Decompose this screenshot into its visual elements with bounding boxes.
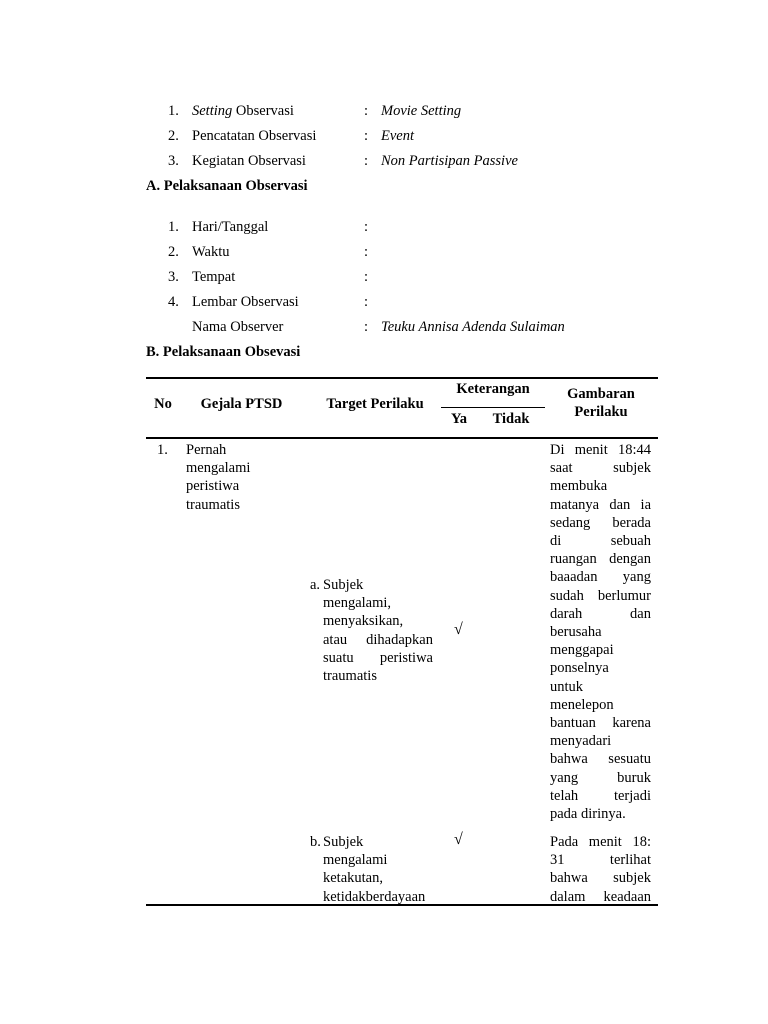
header-gambaran: Gambaran [567,386,635,402]
header-target: Target Perilaku [326,396,424,412]
gambaran-line: untuk [550,678,584,695]
list-number: 3. [168,269,179,285]
pelaksanaan-label: Hari/Tanggal [192,219,269,235]
observer-name: Teuku Annisa Adenda Sulaiman [381,319,565,335]
target-line: mengalami, [323,595,392,612]
gambaran-line: menelepon [550,696,614,713]
header-perilaku: Perilaku [574,404,628,420]
colon: : [364,244,369,260]
gambaran-a-cell [550,441,651,823]
target-line: menyaksikan, [323,613,404,630]
gejala-cell [186,441,296,514]
pelaksanaan-label: Nama Observer [192,319,284,335]
table-top-rule [146,377,658,379]
target-line: atau dihadapkan [323,631,433,648]
list-number: 2. [168,244,179,260]
header-no: No [154,396,172,412]
target-b-letter: b. [310,834,321,850]
list-number: 1. [168,103,179,119]
section-b-heading: B. Pelaksanaan Obsevasi [146,344,301,360]
gambaran-line: pada dirinya. [550,806,626,823]
gambaran-line: menyadari [550,733,612,750]
gambaran-line: 31 terlihat [550,852,651,869]
gambaran-line: berusaha [550,624,602,641]
setting-value: Movie Setting [381,103,462,119]
colon: : [364,153,369,169]
gambaran-line: sudah berlumur [550,587,651,604]
ya-checkmark: √ [454,621,463,638]
gambaran-line: darah dan [550,605,651,622]
header-ya: Ya [450,411,468,427]
colon: : [364,319,369,335]
gambaran-line: ponselnya [550,660,609,677]
target-line: ketidakberdayaan [323,888,426,905]
gejala-line: mengalami [186,460,251,477]
setting-value: Non Partisipan Passive [381,153,518,169]
target-line: traumatis [323,668,377,685]
target-b-cell [323,833,438,906]
header-keterangan: Keterangan [456,381,530,397]
gambaran-line: matanya dan ia [550,496,651,513]
setting-label [192,101,294,121]
ya-checkmark: √ [454,831,463,848]
setting-label: Pencatatan Observasi [192,128,317,144]
gambaran-line: bantuan karena [550,715,651,732]
target-a-letter: a. [310,577,321,593]
colon: : [364,219,369,235]
gambaran-line: membuka [550,478,608,495]
section-a-heading: A. Pelaksanaan Observasi [146,178,308,194]
list-number: 4. [168,294,179,310]
setting-label: Kegiatan Observasi [192,153,306,169]
gambaran-line: telah terjadi [550,787,651,804]
pelaksanaan-label: Waktu [192,244,230,260]
setting-value: Event [381,128,415,144]
gambaran-line: yang buruk [550,769,651,786]
gambaran-line: saat subjek [550,460,651,477]
pelaksanaan-label: Tempat [192,269,236,285]
gambaran-line: menggapai [550,642,614,659]
keterangan-rule [441,407,545,408]
gejala-line: traumatis [186,496,240,513]
list-number: 1. [168,219,179,235]
setting-label-rest: Observasi [232,103,294,119]
list-number: 2. [168,128,179,144]
gambaran-line: bahwa sesuatu [550,751,651,768]
gambaran-line: bahwa subjek [550,870,651,887]
target-line: ketakutan, [323,870,383,887]
target-line: Subjek [323,834,364,850]
gambaran-line: Di menit 18:44 [550,442,651,458]
pelaksanaan-label: Lembar Observasi [192,294,299,310]
gambaran-line: baaadan yang [550,569,651,586]
target-a-cell [323,576,433,685]
gambaran-line: di sebuah [550,533,651,550]
gambaran-line: sedang berada [550,514,651,531]
setting-label-italic: Setting [192,103,233,119]
header-bottom-rule [146,437,658,439]
row-number: 1. [157,442,168,458]
target-line: Subjek [323,577,364,593]
target-line: mengalami [323,852,388,869]
header-tidak: Tidak [492,411,530,427]
gejala-line: peristiwa [186,478,240,495]
colon: : [364,294,369,310]
gambaran-line: Pada menit 18: [550,834,651,850]
gambaran-line: ruangan dengan [550,551,651,568]
target-line: suatu peristiwa [323,649,433,666]
colon: : [364,128,369,144]
gambaran-b-cell [550,833,651,906]
colon: : [364,269,369,285]
list-number: 3. [168,153,179,169]
colon: : [364,103,369,119]
gejala-line: Pernah [186,442,227,458]
header-gejala: Gejala PTSD [200,396,283,412]
gambaran-line: dalam keadaan [550,888,651,905]
